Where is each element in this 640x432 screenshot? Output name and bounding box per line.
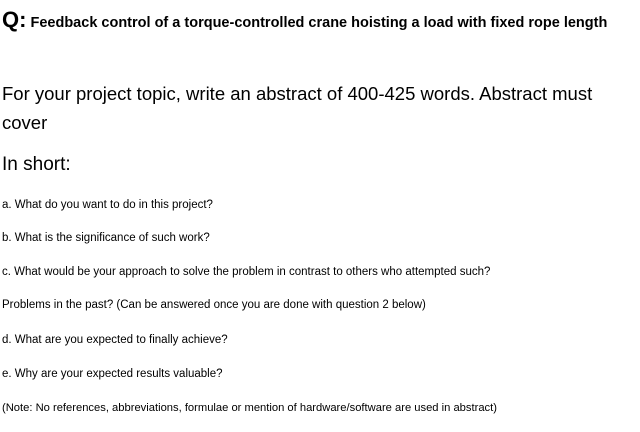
subheading: In short: [2, 154, 71, 175]
list-item: c. What would be your approach to solve the problem in contrast to others who attempted such? [2, 266, 491, 278]
question-prefix: Q: [2, 7, 27, 32]
question-heading [2, 4, 634, 39]
note-text: (Note: No references, abbreviations, formulae or mention of hardware/software are used in abstract) [2, 402, 497, 414]
list-item: d. What are you expected to finally achieve? [2, 334, 228, 346]
question-text: Feedback control of a torque-controlled crane hoisting a load with fixed rope length [30, 15, 608, 31]
list-item: e. Why are your expected results valuable? [2, 368, 223, 380]
list-item: b. What is the significance of such work? [2, 232, 210, 244]
list-item: a. What do you want to do in this project? [2, 199, 213, 211]
list-item: Problems in the past? (Can be answered once you are done with question 2 below) [2, 299, 426, 311]
instruction-text: For your project topic, write an abstract of 400-425 words. Abstract must cover [2, 83, 593, 133]
